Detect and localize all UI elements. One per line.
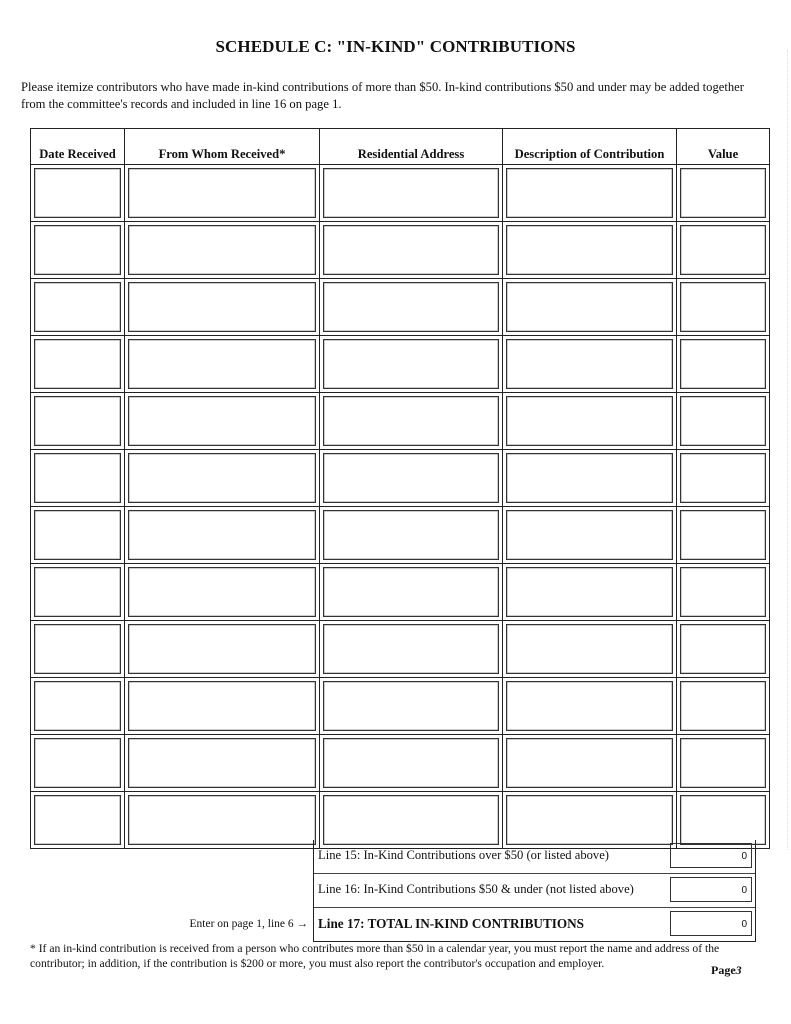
date-received-field[interactable] <box>34 453 121 503</box>
table-cell-residential-address <box>320 507 503 564</box>
table-row <box>31 165 770 222</box>
table-row <box>31 336 770 393</box>
page-label: Page <box>711 963 736 977</box>
value-field[interactable] <box>680 681 766 731</box>
description-field[interactable] <box>506 396 673 446</box>
value-field[interactable] <box>680 795 766 845</box>
table-cell-description <box>503 564 677 621</box>
value-field[interactable] <box>680 738 766 788</box>
date-received-field[interactable] <box>34 282 121 332</box>
date-received-field[interactable] <box>34 396 121 446</box>
column-header-description: Description of Contribution <box>503 129 677 165</box>
table-cell-value <box>677 735 770 792</box>
table-cell-value <box>677 222 770 279</box>
table-cell-date-received <box>31 165 125 222</box>
value-field[interactable] <box>680 567 766 617</box>
value-field[interactable] <box>680 282 766 332</box>
value-field[interactable] <box>680 168 766 218</box>
value-field[interactable] <box>680 396 766 446</box>
table-cell-residential-address <box>320 279 503 336</box>
date-received-field[interactable] <box>34 795 121 845</box>
description-field[interactable] <box>506 738 673 788</box>
line-15-label: Line 15: In-Kind Contributions over $50 (or listed above) <box>318 848 610 862</box>
table-cell-value <box>677 621 770 678</box>
from-whom-received-field[interactable] <box>128 567 316 617</box>
residential-address-field[interactable] <box>323 453 499 503</box>
description-field[interactable] <box>506 282 673 332</box>
table-cell-residential-address <box>320 735 503 792</box>
residential-address-field[interactable] <box>323 225 499 275</box>
table-cell-description <box>503 450 677 507</box>
value-field[interactable] <box>680 510 766 560</box>
table-cell-from-whom-received <box>125 279 320 336</box>
column-header-date: Date Received <box>31 129 125 165</box>
from-whom-received-field[interactable] <box>128 738 316 788</box>
value-field[interactable] <box>680 339 766 389</box>
footnote: * If an in-kind contribution is received from a person who contributes more than $50 in a calendar year, you must report the name and address of the contributor; in addition, if the contribution is $200 or more, you must also report the contributor's occupation and employer. <box>30 942 720 970</box>
table-cell-date-received <box>31 507 125 564</box>
column-header-value: Value <box>677 129 770 165</box>
line-16-value-field[interactable]: 0 <box>670 877 752 902</box>
residential-address-field[interactable] <box>323 681 499 731</box>
residential-address-field[interactable] <box>323 567 499 617</box>
residential-address-field[interactable] <box>323 795 499 845</box>
table-cell-residential-address <box>320 336 503 393</box>
table-cell-date-received <box>31 450 125 507</box>
table-cell-description <box>503 507 677 564</box>
date-received-field[interactable] <box>34 168 121 218</box>
from-whom-received-field[interactable] <box>128 510 316 560</box>
table-row <box>31 621 770 678</box>
table-cell-date-received <box>31 222 125 279</box>
description-field[interactable] <box>506 339 673 389</box>
table-cell-from-whom-received <box>125 564 320 621</box>
table-cell-from-whom-received <box>125 222 320 279</box>
date-received-field[interactable] <box>34 738 121 788</box>
table-cell-description <box>503 735 677 792</box>
description-field[interactable] <box>506 681 673 731</box>
date-received-field[interactable] <box>34 510 121 560</box>
column-header-from-whom: From Whom Received* <box>125 129 320 165</box>
date-received-field[interactable] <box>34 225 121 275</box>
table-cell-date-received <box>31 792 125 849</box>
table-cell-date-received <box>31 564 125 621</box>
description-field[interactable] <box>506 624 673 674</box>
column-header-address: Residential Address <box>320 129 503 165</box>
contributions-table <box>30 128 770 849</box>
scan-artifact-line <box>787 50 789 850</box>
enter-on-page-note: Enter on page 1, line 6 → <box>189 918 308 930</box>
from-whom-received-field[interactable] <box>128 453 316 503</box>
residential-address-field[interactable] <box>323 339 499 389</box>
table-cell-value <box>677 564 770 621</box>
table-cell-residential-address <box>320 165 503 222</box>
from-whom-received-field[interactable] <box>128 339 316 389</box>
table-cell-description <box>503 621 677 678</box>
table-cell-from-whom-received <box>125 165 320 222</box>
value-field[interactable] <box>680 624 766 674</box>
table-cell-value <box>677 450 770 507</box>
table-cell-residential-address <box>320 564 503 621</box>
residential-address-field[interactable] <box>323 624 499 674</box>
table-cell-from-whom-received <box>125 621 320 678</box>
date-received-field[interactable] <box>34 681 121 731</box>
from-whom-received-field[interactable] <box>128 282 316 332</box>
date-received-field[interactable] <box>34 339 121 389</box>
table-cell-date-received <box>31 678 125 735</box>
table-row <box>31 450 770 507</box>
residential-address-field[interactable] <box>323 510 499 560</box>
line-17-value-field[interactable]: 0 <box>670 911 752 936</box>
table-row <box>31 393 770 450</box>
table-cell-value <box>677 336 770 393</box>
from-whom-received-field[interactable] <box>128 168 316 218</box>
table-cell-value <box>677 507 770 564</box>
table-row <box>31 507 770 564</box>
table-cell-from-whom-received <box>125 336 320 393</box>
table-body <box>31 165 770 849</box>
table-cell-value <box>677 279 770 336</box>
table-row <box>31 678 770 735</box>
table-cell-from-whom-received <box>125 450 320 507</box>
table-cell-description <box>503 165 677 222</box>
table-cell-residential-address <box>320 393 503 450</box>
table-cell-from-whom-received <box>125 507 320 564</box>
table-cell-residential-address <box>320 222 503 279</box>
description-field[interactable] <box>506 225 673 275</box>
summary-line-17 <box>314 907 755 941</box>
summary-line-15 <box>314 840 755 873</box>
table-header-row <box>31 129 770 165</box>
table-cell-date-received <box>31 621 125 678</box>
from-whom-received-field[interactable] <box>128 795 316 845</box>
table-row <box>31 279 770 336</box>
table-cell-description <box>503 222 677 279</box>
residential-address-field[interactable] <box>323 738 499 788</box>
table-cell-from-whom-received <box>125 678 320 735</box>
table-cell-description <box>503 279 677 336</box>
line-16-label: Line 16: In-Kind Contributions $50 & under (not listed above) <box>318 882 634 896</box>
description-field[interactable] <box>506 795 673 845</box>
summary-section <box>313 840 756 942</box>
table-cell-date-received <box>31 735 125 792</box>
page-number <box>711 963 742 978</box>
line-15-value-field[interactable]: 0 <box>670 843 752 868</box>
table-cell-from-whom-received <box>125 792 320 849</box>
description-field[interactable] <box>506 510 673 560</box>
table-row <box>31 222 770 279</box>
table-cell-description <box>503 393 677 450</box>
from-whom-received-field[interactable] <box>128 225 316 275</box>
table-cell-residential-address <box>320 678 503 735</box>
from-whom-received-field[interactable] <box>128 681 316 731</box>
table-cell-from-whom-received <box>125 735 320 792</box>
line-17-label: Line 17: TOTAL IN-KIND CONTRIBUTIONS <box>318 916 585 931</box>
table-cell-value <box>677 678 770 735</box>
table-cell-residential-address <box>320 450 503 507</box>
table-cell-date-received <box>31 393 125 450</box>
date-received-field[interactable] <box>34 567 121 617</box>
from-whom-received-field[interactable] <box>128 396 316 446</box>
summary-line-16 <box>314 873 755 907</box>
residential-address-field[interactable] <box>323 168 499 218</box>
value-field[interactable] <box>680 225 766 275</box>
description-field[interactable] <box>506 168 673 218</box>
from-whom-received-field[interactable] <box>128 624 316 674</box>
description-field[interactable] <box>506 453 673 503</box>
instructions-text: Please itemize contributors who have made in-kind contributions of more than $50. In-kind contributions $50 and under may be added together from the committee's records and included in line 16 on page 1. <box>21 80 744 111</box>
table-cell-date-received <box>31 279 125 336</box>
table-cell-description <box>503 336 677 393</box>
table-cell-residential-address <box>320 621 503 678</box>
table-cell-value <box>677 165 770 222</box>
residential-address-field[interactable] <box>323 282 499 332</box>
schedule-title: SCHEDULE C: "IN-KIND" CONTRIBUTIONS <box>215 37 576 56</box>
table-row <box>31 564 770 621</box>
value-field[interactable] <box>680 453 766 503</box>
table-cell-date-received <box>31 336 125 393</box>
table-cell-value <box>677 393 770 450</box>
page-number-value: 3 <box>735 963 742 977</box>
residential-address-field[interactable] <box>323 396 499 446</box>
table-cell-description <box>503 678 677 735</box>
table-cell-from-whom-received <box>125 393 320 450</box>
table-row <box>31 735 770 792</box>
description-field[interactable] <box>506 567 673 617</box>
date-received-field[interactable] <box>34 624 121 674</box>
